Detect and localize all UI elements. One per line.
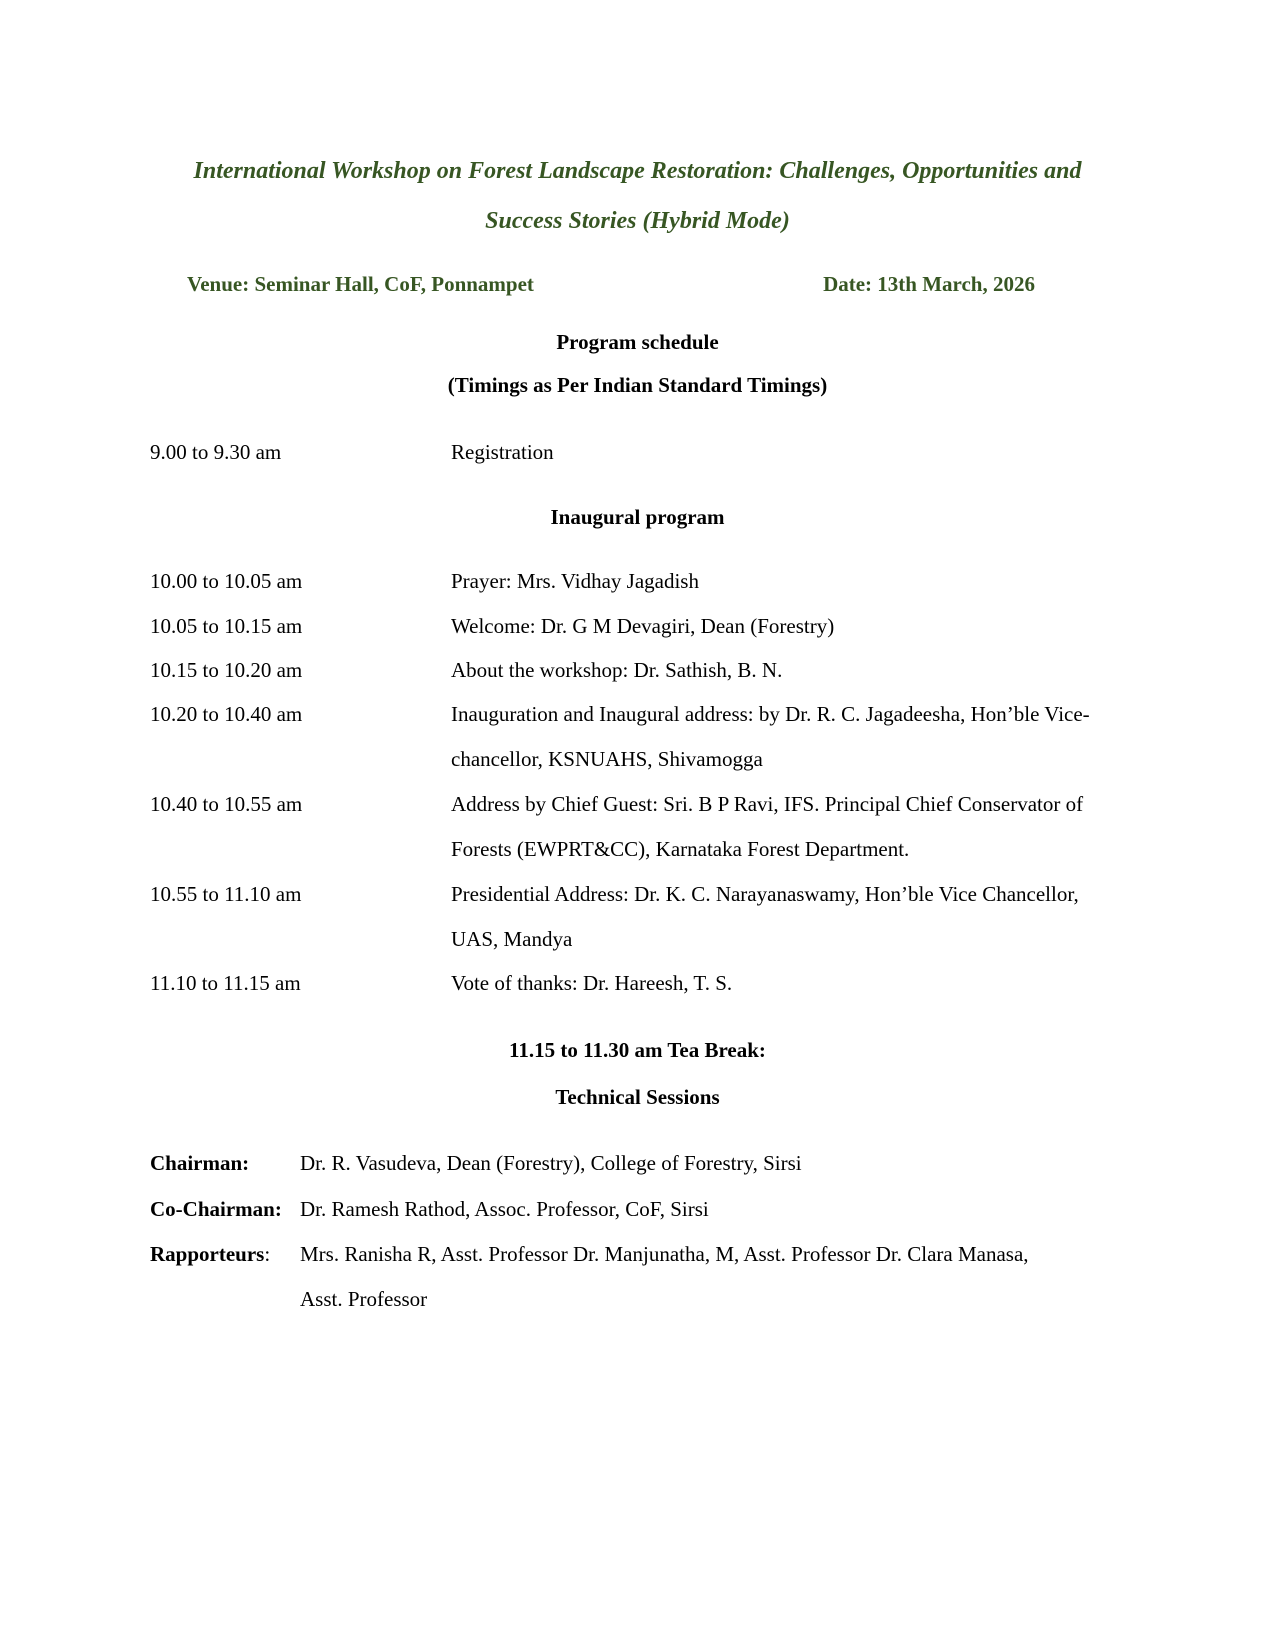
schedule-heading: Program schedule (556, 330, 719, 354)
inaugural-time: 10.00 to 10.05 am (150, 569, 303, 593)
tea-break: 11.15 to 11.30 am Tea Break: (509, 1038, 766, 1062)
inaugural-item: Vote of thanks: Dr. Hareesh, T. S. (451, 971, 733, 995)
inaugural-item-continued: UAS, Mandya (451, 927, 573, 951)
inaugural-item-continued: chancellor, KSNUAHS, Shivamogga (451, 747, 763, 771)
inaugural-item: Inauguration and Inaugural address: by Dr. R. C. Jagadeesha, Hon’ble Vice- (451, 702, 1090, 726)
rapporteurs-label-text: Rapporteurs (150, 1242, 265, 1266)
date: Date: 13th March, 2026 (823, 272, 1035, 296)
inaugural-time: 10.55 to 11.10 am (150, 882, 302, 906)
registration-item: Registration (451, 440, 554, 464)
rapporteurs-value-continued: Asst. Professor (300, 1287, 428, 1311)
inaugural-item: Address by Chief Guest: Sri. B P Ravi, IFS. Principal Chief Conservator of (451, 792, 1084, 816)
technical-heading: Technical Sessions (555, 1085, 720, 1109)
inaugural-time: 10.40 to 10.55 am (150, 792, 303, 816)
venue: Venue: Seminar Hall, CoF, Ponnampet (187, 272, 534, 296)
inaugural-time: 10.05 to 10.15 am (150, 614, 303, 638)
chairman-value: Dr. R. Vasudeva, Dean (Forestry), College of Forestry, Sirsi (300, 1151, 802, 1175)
registration-time: 9.00 to 9.30 am (150, 440, 282, 464)
rapporteurs-label (150, 1242, 270, 1267)
rapporteurs-colon: : (264, 1242, 271, 1266)
title-line-1: International Workshop on Forest Landscape Restoration: Challenges, Opportunities and (193, 158, 1082, 184)
inaugural-item-continued: Forests (EWPRT&CC), Karnataka Forest Department. (451, 837, 910, 861)
inaugural-item: Welcome: Dr. G M Devagiri, Dean (Forestry) (451, 614, 835, 638)
timing-note: (Timings as Per Indian Standard Timings) (447, 373, 828, 397)
title-line-2: Success Stories (Hybrid Mode) (485, 208, 790, 234)
chairman-label: Chairman: (150, 1151, 250, 1175)
cochairman-label: Co-Chairman: (150, 1197, 282, 1221)
inaugural-item: About the workshop: Dr. Sathish, B. N. (451, 658, 783, 682)
inaugural-time: 10.15 to 10.20 am (150, 658, 303, 682)
cochairman-value: Dr. Ramesh Rathod, Assoc. Professor, CoF, Sirsi (300, 1197, 709, 1221)
inaugural-item: Presidential Address: Dr. K. C. Narayanaswamy, Hon’ble Vice Chancellor, (451, 882, 1079, 906)
inaugural-time: 10.20 to 10.40 am (150, 702, 303, 726)
rapporteurs-value: Mrs. Ranisha R, Asst. Professor Dr. Manjunatha, M, Asst. Professor Dr. Clara Manasa, (300, 1242, 1029, 1266)
inaugural-time: 11.10 to 11.15 am (150, 971, 301, 995)
inaugural-heading: Inaugural program (550, 505, 725, 529)
inaugural-item: Prayer: Mrs. Vidhay Jagadish (451, 569, 699, 593)
